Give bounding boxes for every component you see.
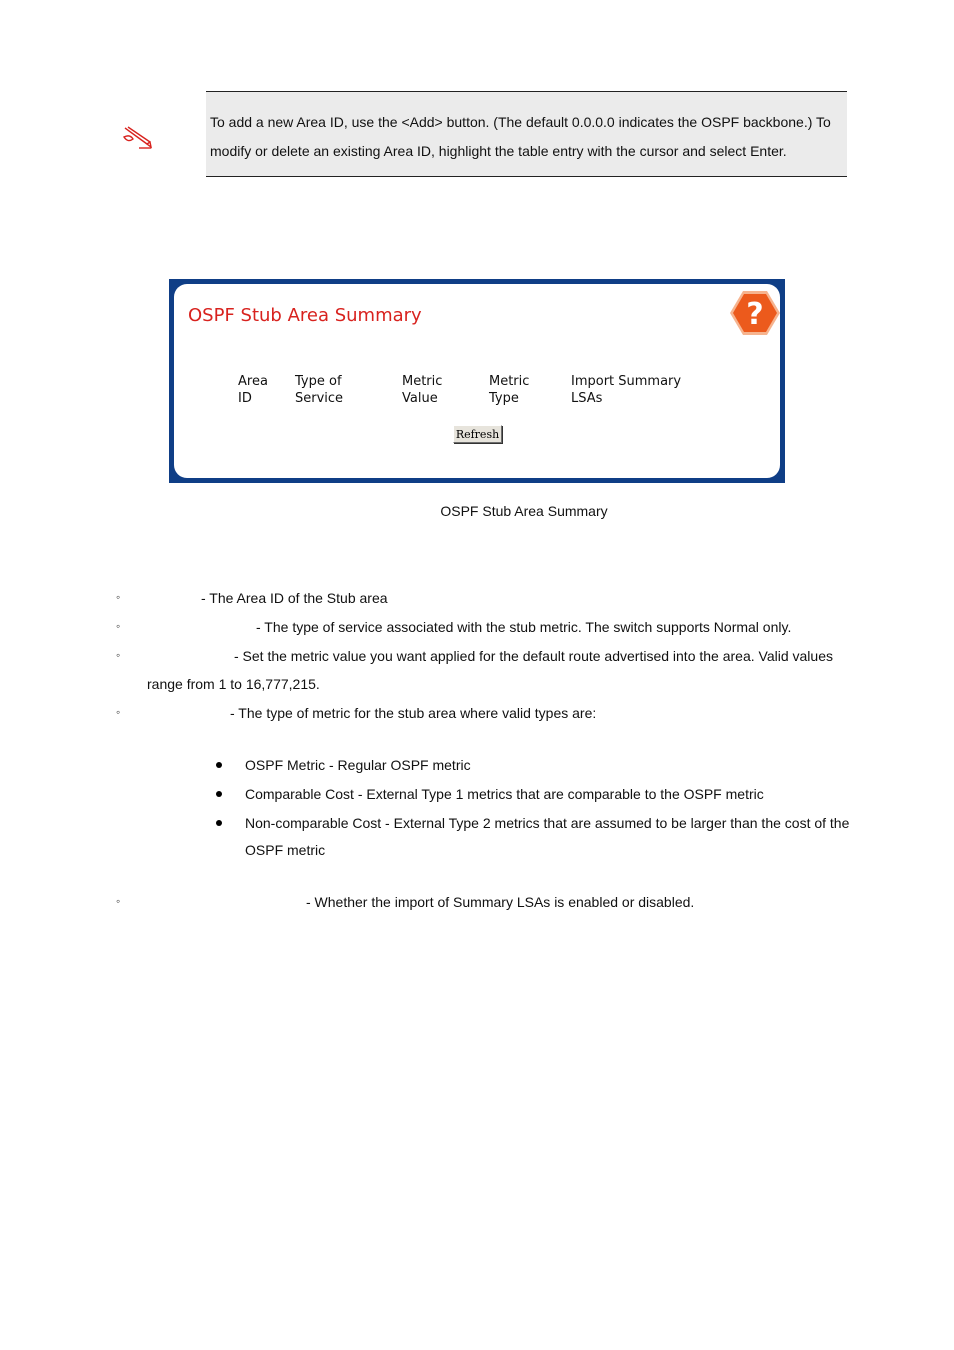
bullet-mark: ◦ xyxy=(116,590,121,604)
bullet-dot xyxy=(216,762,222,768)
stub-area-summary-panel xyxy=(169,279,785,483)
desc-import-summary: - Whether the import of Summary LSAs is enabled or disabled. xyxy=(306,894,695,910)
figure-caption: OSPF Stub Area Summary xyxy=(440,503,608,519)
desc-metric-value-cont: range from 1 to 16,777,215. xyxy=(147,676,320,692)
column-type-of-service: Type of Service xyxy=(295,374,344,406)
bullet-mark: ◦ xyxy=(116,705,121,719)
desc-metric-value: - Set the metric value you want applied for the default route advertised into the area. Valid values xyxy=(234,648,833,664)
bullet-mark: ◦ xyxy=(116,619,121,633)
metric-type-item: Non-comparable Cost - External Type 2 metrics that are assumed to be larger than the cost of the xyxy=(245,815,850,831)
column-area-id: Area ID xyxy=(238,374,268,406)
pencil-note-icon xyxy=(121,124,153,150)
column-metric-value: Metric Value xyxy=(402,374,443,406)
svg-text:?: ? xyxy=(746,297,764,332)
panel-content xyxy=(174,284,780,478)
bullet-dot xyxy=(216,820,222,826)
refresh-button[interactable]: Refresh xyxy=(453,425,502,443)
bullet-mark: ◦ xyxy=(116,894,121,908)
note-text: To add a new Area ID, use the <Add> button. (The default 0.0.0.0 indicates the OSPF backbone.) To modify or delete an existing Area ID, highlight the table entry with the cursor and select Enter. xyxy=(210,114,831,159)
bullet-mark: ◦ xyxy=(116,648,121,662)
column-import-summary-lsas: Import Summary LSAs xyxy=(571,374,682,406)
panel-title: OSPF Stub Area Summary xyxy=(188,305,422,326)
question-mark-icon[interactable] xyxy=(729,289,781,337)
metric-type-item: Comparable Cost - External Type 1 metrics that are comparable to the OSPF metric xyxy=(245,786,764,802)
desc-area-id: - The Area ID of the Stub area xyxy=(201,590,388,606)
note-box xyxy=(206,91,847,177)
bullet-dot xyxy=(216,791,222,797)
metric-type-item: OSPF Metric - Regular OSPF metric xyxy=(245,757,471,773)
metric-type-item-cont: OSPF metric xyxy=(245,842,326,858)
column-metric-type: Metric Type xyxy=(489,374,530,406)
desc-type-of-service: - The type of service associated with the stub metric. The switch supports Normal only. xyxy=(256,619,792,635)
desc-metric-type: - The type of metric for the stub area where valid types are: xyxy=(230,705,597,721)
